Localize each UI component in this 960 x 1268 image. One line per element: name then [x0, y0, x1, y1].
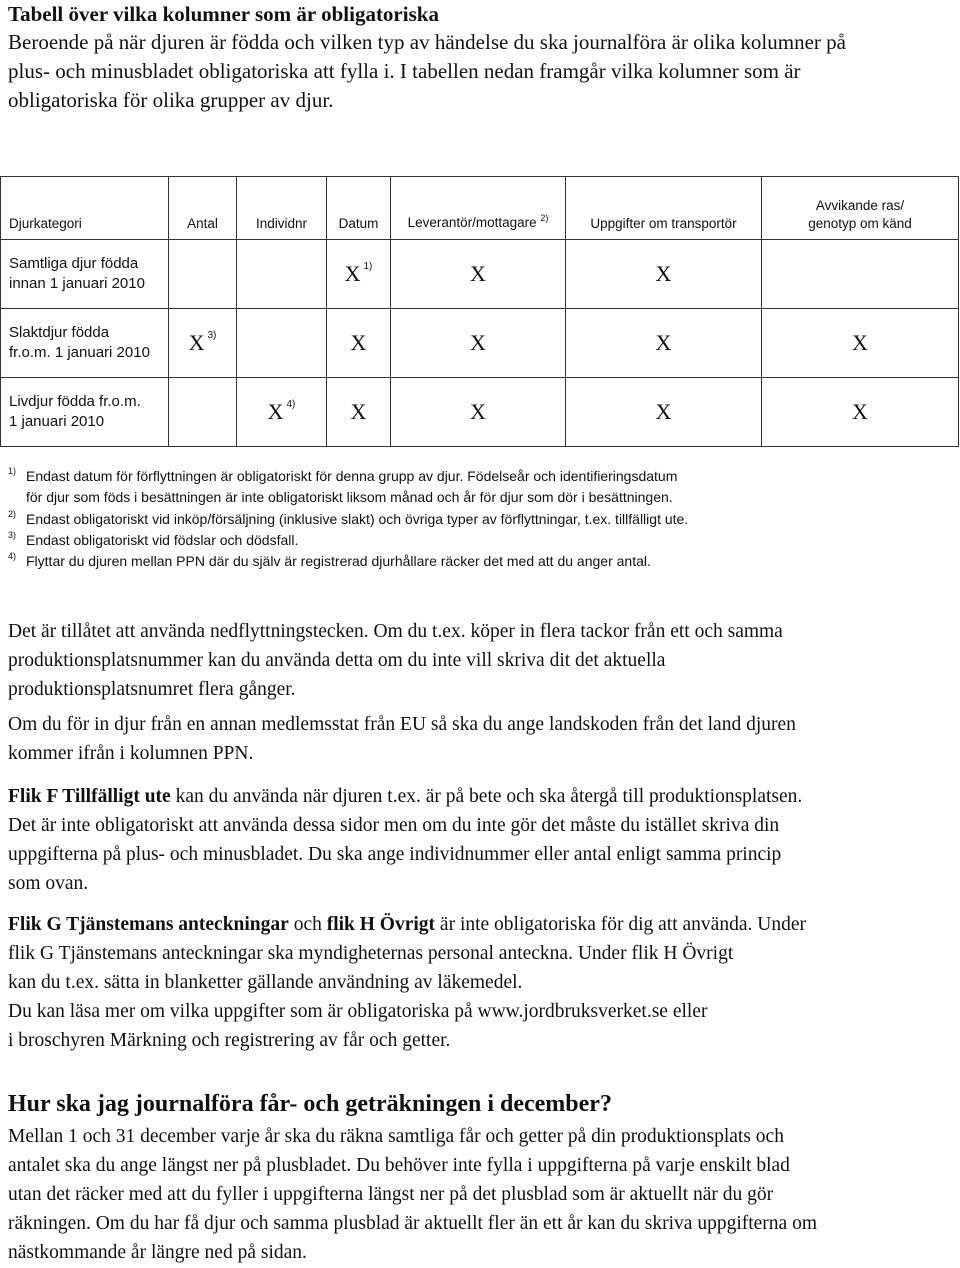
row-category-line1: Samtliga djur födda — [9, 255, 139, 272]
header-individnr: Individnr — [237, 177, 327, 240]
x-mark: X — [350, 330, 367, 355]
x-mark: X — [344, 261, 361, 286]
flik-h-label: flik H Övrigt — [326, 914, 436, 935]
paragraph-line: Om du för in djur från en annan medlemsstat från EU så ska du ange landskoden från det land djuren — [8, 714, 796, 735]
paragraph-line: som ovan. — [8, 873, 89, 894]
footnote-marker: 2) — [8, 508, 17, 519]
paragraph-line: Det är inte obligatoriskt att använda dessa sidor men om du inte gör det måste du istället skriva din — [8, 815, 780, 836]
footnote-text: Flyttar du djuren mellan PPN där du själv är registrerad djurhållare räcker det med att du anger antal. — [26, 553, 651, 570]
connector-text: och — [288, 914, 327, 935]
cell-avvikande — [762, 240, 959, 309]
cell-datum — [327, 309, 391, 378]
paragraph-line: i broschyren Märkning och registrering av får och getter. — [8, 1030, 451, 1051]
paragraph-line: räkningen. Om du har få djur och samma plusblad är aktuellt fler än ett år kan du skriva uppgifterna om — [8, 1213, 817, 1234]
x-mark: X — [350, 399, 367, 424]
paragraph-line: Du kan läsa mer om vilka uppgifter som är obligatoriska på www.jordbruksverket.se eller — [8, 1001, 708, 1022]
footnote-ref: 1) — [363, 261, 373, 272]
cell-antal — [169, 240, 237, 309]
header-transportor: Uppgifter om transportör — [566, 177, 762, 240]
table-row — [1, 240, 959, 309]
cell-avvikande — [762, 378, 959, 447]
footnote — [8, 551, 948, 572]
x-mark: X — [470, 330, 486, 355]
x-mark: X — [655, 399, 672, 424]
x-mark: X — [852, 330, 868, 355]
footnote-ref: 3) — [207, 330, 217, 341]
paragraph-line — [8, 782, 948, 811]
paragraph-line — [8, 910, 948, 939]
intro-line: Beroende på när djuren är födda och vilken typ av händelse du ska journalföra är olika kolumner på — [8, 30, 846, 54]
paragraph-eu-landskod — [8, 710, 948, 768]
row-category-line2: innan 1 januari 2010 — [9, 275, 145, 292]
flik-g-label: Flik G Tjänstemans anteckningar — [8, 914, 289, 935]
footnote-text: Endast obligatoriskt vid inköp/försäljning (inklusive slakt) och övriga typer av förflyttningar, t.ex. tillfälligt ute. — [26, 510, 689, 527]
row-category — [1, 309, 169, 378]
paragraph-december — [8, 1122, 948, 1267]
header-avvikande — [762, 177, 959, 240]
row-category — [1, 240, 169, 309]
paragraph-line: utan det räcker med att du fyller i uppgifterna längst ner på det plusblad som är aktuellt när du gör — [8, 1184, 774, 1205]
section-title: Tabell över vilka kolumner som är obligatoriska — [8, 2, 439, 26]
paragraph-line: antalet ska du ange längst ner på plusbladet. Du behöver inte fylla i uppgifterna på varje enskilt blad — [8, 1155, 790, 1176]
cell-individnr — [237, 378, 327, 447]
header-leverantor-label: Leverantör/mottagare — [407, 215, 537, 230]
cell-individnr — [237, 240, 327, 309]
cell-antal — [169, 309, 237, 378]
header-avvikande-line2: genotyp om känd — [808, 216, 912, 231]
cell-datum — [327, 240, 391, 309]
cell-leverantor — [391, 378, 566, 447]
header-leverantor-footnote-ref: 2) — [540, 213, 549, 223]
footnote-marker: 1) — [8, 466, 17, 476]
flik-g-h-text: är inte obligatoriska för dig att använda. Under — [435, 914, 806, 935]
footnote-text: för djur som föds i besättningen är inte obligatoriskt liksom månad och år för djur som dör i besättningen. — [26, 489, 673, 506]
flik-f-label: Flik F Tillfälligt ute — [8, 786, 171, 807]
table-row — [1, 309, 959, 378]
cell-datum — [327, 378, 391, 447]
x-mark: X — [655, 330, 672, 355]
footnote — [8, 530, 948, 551]
cell-individnr — [237, 309, 327, 378]
table-header-row — [1, 177, 959, 240]
cell-transportor — [566, 378, 762, 447]
paragraph-nedflyttningstecken — [8, 617, 948, 704]
section-heading-december: Hur ska jag journalföra får- och geträkningen i december? — [8, 1091, 612, 1117]
row-category-line2: 1 januari 2010 — [9, 413, 105, 430]
intro-line: obligatoriska för olika grupper av djur. — [8, 88, 334, 112]
header-avvikande-line1: Avvikande ras/ — [815, 198, 905, 213]
header-datum: Datum — [327, 177, 391, 240]
cell-transportor — [566, 309, 762, 378]
paragraph-line: produktionsplatsnummer kan du använda detta om du inte vill skriva dit det aktuella — [8, 650, 666, 671]
footnote-marker: 4) — [8, 551, 17, 562]
footnote-marker: 3) — [8, 529, 17, 540]
cell-transportor — [566, 240, 762, 309]
intro-paragraph — [8, 28, 948, 115]
row-category-line1: Slaktdjur födda — [9, 324, 110, 341]
paragraph-line: uppgifterna på plus- och minusbladet. Du ska ange individnummer eller antal enligt samma princip — [8, 844, 782, 865]
x-mark: X — [655, 261, 672, 286]
header-leverantor — [391, 177, 566, 240]
x-mark: X — [470, 399, 486, 424]
mandatory-columns-table — [0, 176, 959, 447]
header-antal: Antal — [169, 177, 237, 240]
paragraph-line: nästkommande år längre ned på sidan. — [8, 1242, 307, 1263]
cell-antal — [169, 378, 237, 447]
paragraph-line: Det är tillåtet att använda nedflyttningstecken. Om du t.ex. köper in flera tackor från ett och samma — [8, 621, 783, 642]
cell-leverantor — [391, 240, 566, 309]
footnotes — [8, 466, 948, 572]
paragraph-flik-f — [8, 782, 948, 898]
x-mark: X — [470, 261, 486, 286]
x-mark: X — [267, 399, 284, 424]
row-category-line1: Livdjur födda fr.o.m. — [9, 393, 141, 410]
paragraph-line: kommer ifrån i kolumnen PPN. — [8, 743, 254, 764]
paragraph-line: kan du t.ex. sätta in blanketter gällande användning av läkemedel. — [8, 972, 523, 993]
footnote-text: Endast obligatoriskt vid födslar och dödsfall. — [26, 531, 299, 548]
x-mark: X — [188, 330, 205, 355]
intro-line: plus- och minusbladet obligatoriska att fylla i. I tabellen nedan framgår vilka kolumner som är — [8, 59, 801, 83]
footnote — [8, 509, 948, 530]
footnote-text: Endast datum för förflyttningen är obligatoriskt för denna grupp av djur. Födelseår och identifieringsdatum — [26, 468, 678, 484]
row-category-line2: fr.o.m. 1 januari 2010 — [9, 344, 150, 361]
row-category — [1, 378, 169, 447]
header-djurkategori: Djurkategori — [1, 177, 169, 240]
footnote-ref: 4) — [286, 399, 296, 410]
paragraph-line: Mellan 1 och 31 december varje år ska du räkna samtliga får och getter på din produktionsplats och — [8, 1126, 784, 1147]
flik-f-text: kan du använda när djuren t.ex. är på bete och ska återgå till produktionsplatsen. — [170, 786, 803, 807]
cell-avvikande — [762, 309, 959, 378]
x-mark: X — [852, 399, 868, 424]
paragraph-line: flik G Tjänstemans anteckningar ska myndigheternas personal anteckna. Under flik H Övrigt — [8, 943, 734, 964]
footnote — [8, 466, 948, 509]
paragraph-flik-g-h — [8, 910, 948, 1055]
cell-leverantor — [391, 309, 566, 378]
paragraph-line: produktionsplatsnumret flera gånger. — [8, 679, 296, 700]
table-row — [1, 378, 959, 447]
